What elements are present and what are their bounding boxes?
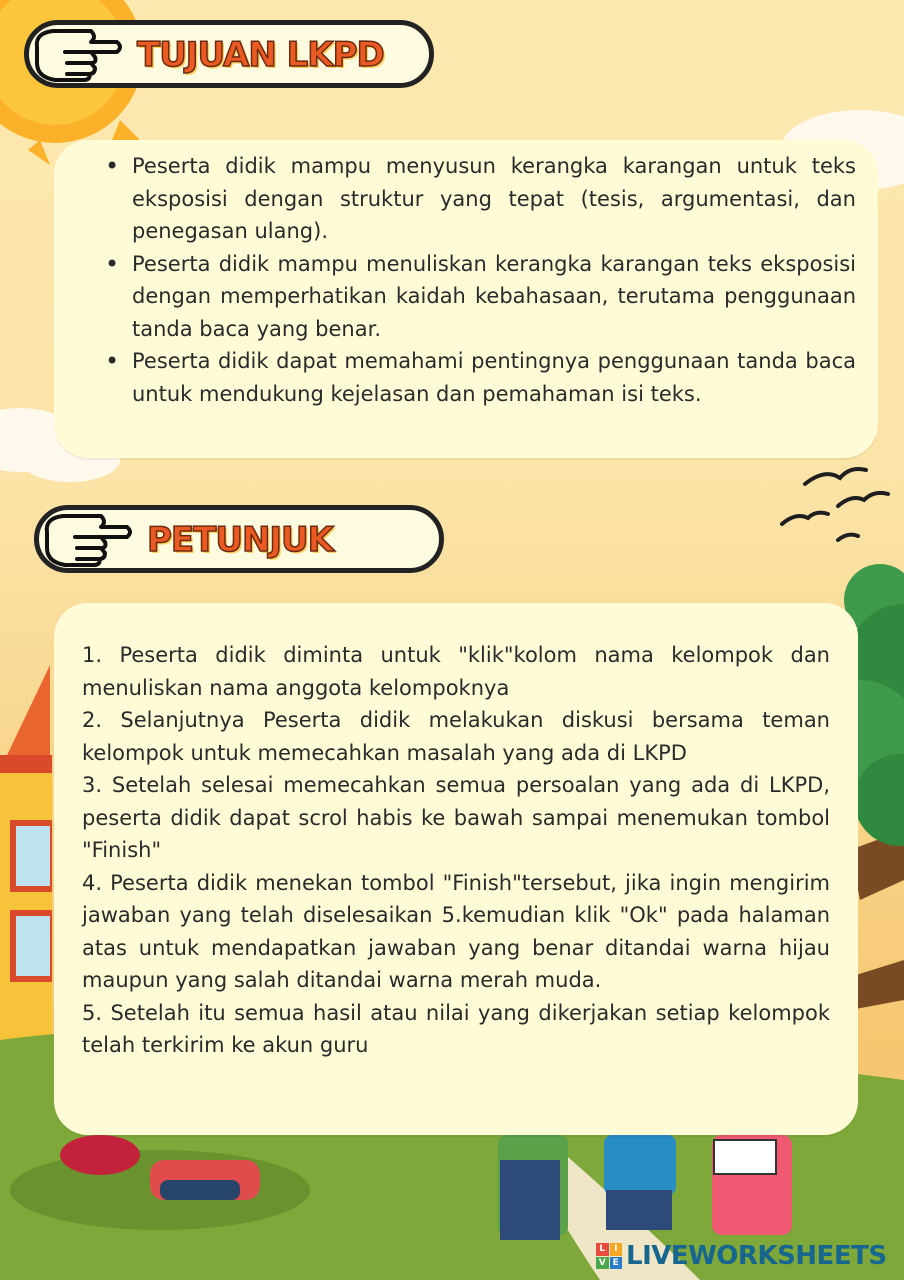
pointing-hand-icon xyxy=(41,512,137,568)
liveworksheets-logo-icon xyxy=(596,1243,622,1269)
building-icon xyxy=(0,665,52,1053)
goal-item: • Peserta didik mampu menyusun kerangka karangan untuk teks eksposisi dengan struktur yang tepat (tesis, argumentasi, dan penegasan ulang). xyxy=(132,150,856,248)
goal-item: • Peserta didik mampu menuliskan kerangka karangan teks eksposisi dengan memperhatikan kaidah kebahasaan, terutama penggunaan tanda baca yang benar. xyxy=(132,248,856,346)
instructions-list xyxy=(54,603,858,1062)
instruction-step: 5. Setelah itu semua hasil atau nilai yang dikerjakan setiap kelompok telah terkirim ke akun guru xyxy=(82,1000,830,1057)
instructions-header xyxy=(34,505,444,573)
goals-header xyxy=(24,20,434,88)
goals-list xyxy=(54,140,878,410)
instruction-step: 1. Peserta didik diminta untuk "klik"kolom nama kelompok dan menuliskan nama anggota kelompoknya xyxy=(82,643,830,700)
logo-letter: I xyxy=(610,1243,623,1256)
instruction-step: 3. Setelah selesai memecahkan semua persoalan yang ada di LKPD, peserta didik dapat scrol habis ke bawah sampai menemukan tombol "Finish" xyxy=(82,773,830,862)
logo-letter: L xyxy=(596,1243,609,1256)
instruction-step: 4. Peserta didik menekan tombol "Finish"tersebut, jika ingin mengirim jawaban yang telah diselesaikan 5.kemudian klik "Ok" pada halaman atas untuk mendapatkan jawaban yang benar ditandai warna hijau maupun yang salah ditandai warna merah muda. xyxy=(82,870,830,992)
liveworksheets-text: LIVEWORKSHEETS xyxy=(626,1241,887,1271)
logo-letter: V xyxy=(596,1257,609,1270)
instructions-card xyxy=(54,603,858,1135)
logo-letter: E xyxy=(610,1257,623,1270)
goals-card xyxy=(54,140,878,458)
instruction-step: 2. Selanjutnya Peserta didik melakukan diskusi bersama teman kelompok untuk memecahkan masalah yang ada di LKPD xyxy=(82,708,830,765)
goals-title: TUJUAN LKPD xyxy=(137,35,384,75)
instructions-title: PETUNJUK xyxy=(147,520,334,560)
liveworksheets-watermark xyxy=(596,1240,887,1272)
pointing-hand-icon xyxy=(31,27,127,83)
goal-item: • Peserta didik dapat memahami pentingnya penggunaan tanda baca untuk mendukung kejelasan dan pemahaman isi teks. xyxy=(132,345,856,410)
birds-icon xyxy=(782,469,888,540)
